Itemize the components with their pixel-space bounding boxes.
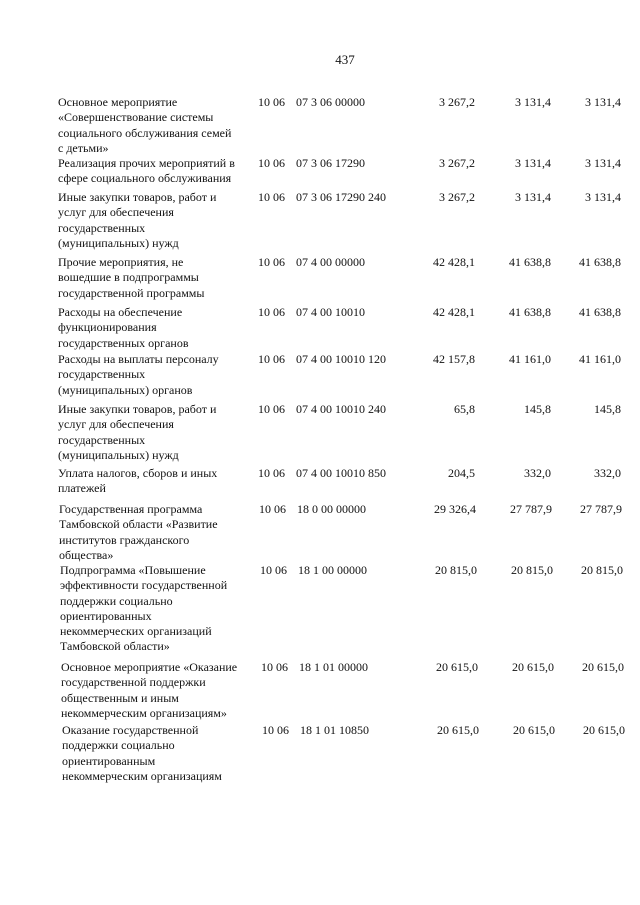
row-value-year-1: 29 326,4 [434,502,476,516]
row-value-year-1: 42 157,8 [433,352,475,366]
row-value-year-3: 145,8 [594,402,621,416]
row-value-year-3: 3 131,4 [585,156,621,170]
row-value-year-2: 332,0 [524,466,551,480]
row-target-code: 18 1 01 00000 [299,660,368,674]
row-value-year-3: 20 615,0 [583,723,625,737]
row-value-year-2: 20 815,0 [511,563,553,577]
row-section-code: 10 06 [258,255,285,269]
row-value-year-1: 20 615,0 [437,723,479,737]
row-section-code: 10 06 [260,563,287,577]
row-value-year-3: 41 638,8 [579,305,621,319]
row-target-code: 07 4 00 10010 120 [296,352,386,366]
row-value-year-3: 3 131,4 [585,95,621,109]
row-target-code: 07 4 00 10010 [296,305,365,319]
row-value-year-2: 3 131,4 [515,95,551,109]
row-name: Реализация прочих мероприятий в сфере социального обслуживания [58,156,235,186]
row-target-code: 18 1 01 10850 [300,723,369,737]
row-name: Основное мероприятие «Оказание государственной поддержки общественным и иным некоммерческим организациям» [61,660,238,720]
row-target-code: 18 1 00 00000 [298,563,367,577]
row-section-code: 10 06 [258,402,285,416]
row-value-year-2: 20 615,0 [512,660,554,674]
row-name: Иные закупки товаров, работ и услуг для обеспечения государственных (муниципальных) нужд [58,402,217,462]
row-value-year-2: 41 638,8 [509,305,551,319]
row-value-year-3: 27 787,9 [580,502,622,516]
row-name: Расходы на обеспечение функционирования государственных органов [58,305,189,350]
row-value-year-1: 204,5 [448,466,475,480]
row-name: Государственная программа Тамбовской области «Развитие институтов гражданского общества» [59,502,218,562]
row-target-code: 07 3 06 17290 [296,156,365,170]
row-target-code: 07 3 06 17290 240 [296,190,386,204]
row-section-code: 10 06 [258,305,285,319]
row-value-year-3: 20 615,0 [582,660,624,674]
row-target-code: 07 4 00 00000 [296,255,365,269]
row-name: Иные закупки товаров, работ и услуг для обеспечения государственных (муниципальных) нужд [58,190,217,250]
row-value-year-2: 41 161,0 [509,352,551,366]
row-target-code: 07 4 00 10010 850 [296,466,386,480]
row-section-code: 10 06 [258,190,285,204]
row-section-code: 10 06 [258,156,285,170]
row-section-code: 10 06 [258,352,285,366]
row-name: Основное мероприятие «Совершенствование системы социального обслуживания семей с детьми» [58,95,232,155]
row-value-year-2: 3 131,4 [515,190,551,204]
row-value-year-3: 332,0 [594,466,621,480]
row-value-year-3: 3 131,4 [585,190,621,204]
row-name: Подпрограмма «Повышение эффективности государственной поддержки социально ориентированных некоммерческих организаций Тамбовской области» [60,563,228,654]
row-value-year-1: 42 428,1 [433,255,475,269]
row-value-year-3: 41 638,8 [579,255,621,269]
row-section-code: 10 06 [262,723,289,737]
row-target-code: 07 3 06 00000 [296,95,365,109]
row-name: Уплата налогов, сборов и иных платежей [58,466,218,496]
row-value-year-1: 3 267,2 [439,156,475,170]
row-target-code: 18 0 00 00000 [297,502,366,516]
row-value-year-1: 3 267,2 [439,95,475,109]
row-name: Прочие мероприятия, не вошедшие в подпрограммы государственной программы [58,255,205,300]
row-value-year-1: 42 428,1 [433,305,475,319]
row-section-code: 10 06 [258,95,285,109]
row-value-year-2: 3 131,4 [515,156,551,170]
row-value-year-2: 41 638,8 [509,255,551,269]
row-name: Расходы на выплаты персоналу государственных (муниципальных) органов [58,352,219,397]
row-value-year-1: 20 815,0 [435,563,477,577]
row-value-year-3: 41 161,0 [579,352,621,366]
row-value-year-1: 20 615,0 [436,660,478,674]
page-number: 437 [335,52,355,67]
row-section-code: 10 06 [259,502,286,516]
row-section-code: 10 06 [261,660,288,674]
row-value-year-2: 145,8 [524,402,551,416]
row-value-year-1: 3 267,2 [439,190,475,204]
row-value-year-1: 65,8 [454,402,475,416]
row-section-code: 10 06 [258,466,285,480]
row-value-year-3: 20 815,0 [581,563,623,577]
row-target-code: 07 4 00 10010 240 [296,402,386,416]
row-value-year-2: 20 615,0 [513,723,555,737]
row-name: Оказание государственной поддержки социально ориентированным некоммерческим организациям [62,723,222,783]
row-value-year-2: 27 787,9 [510,502,552,516]
